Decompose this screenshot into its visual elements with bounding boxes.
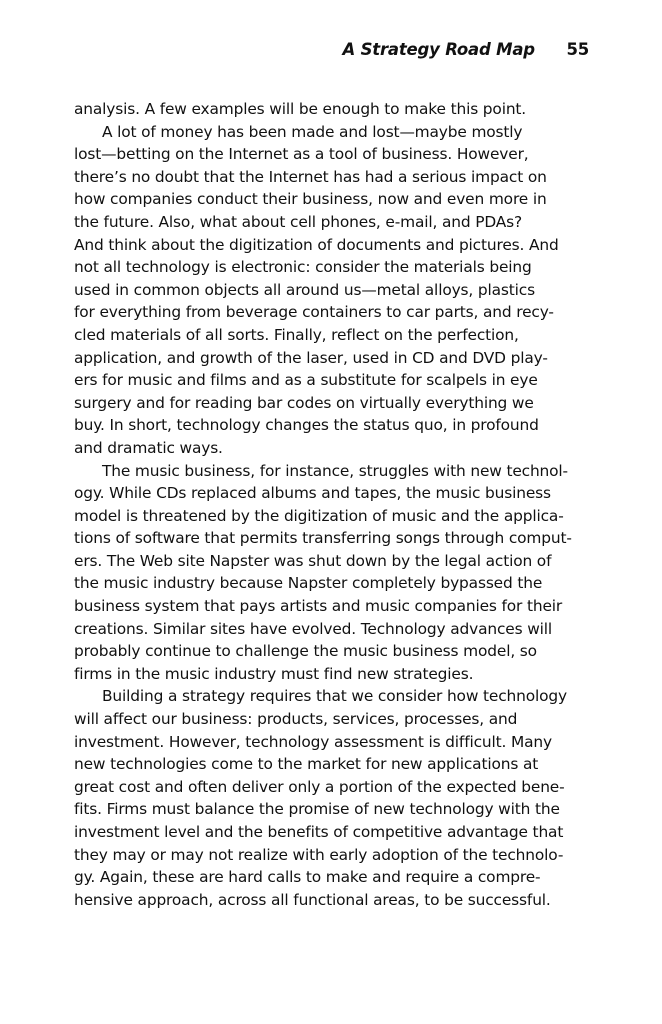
- text-line: for everything from beverage containers to car parts, and recy-: [74, 303, 554, 322]
- text-line: cled materials of all sorts. Finally, reflect on the perfection,: [74, 325, 519, 344]
- text-line: investment level and the benefits of competitive advantage that: [74, 823, 564, 841]
- text-line: creations. Similar sites have evolved. Technology advances will: [74, 619, 553, 638]
- text-line: fits. Firms must balance the promise of new technology with the: [74, 800, 560, 819]
- text-line: ers for music and films and as a substitute for scalpels in eye: [74, 371, 538, 390]
- text-line: will affect our business: products, services, processes, and: [74, 710, 518, 729]
- text-line: the music industry because Napster completely bypassed the: [74, 574, 543, 593]
- text-line: used in common objects all around us—metal alloys, plastics: [74, 280, 535, 299]
- text-line: analysis. A few examples will be enough to make this point.: [74, 100, 527, 118]
- text-line: and dramatic ways.: [74, 438, 223, 457]
- page-number: 55: [566, 40, 589, 59]
- text-line: new technologies come to the market for new applications at: [74, 755, 539, 774]
- text-line: The music business, for instance, struggles with new technol-: [102, 461, 568, 480]
- text-line: lost—betting on the Internet as a tool of business. However,: [74, 145, 529, 164]
- text-line: hensive approach, across all functional areas, to be successful.: [74, 890, 551, 909]
- text-line: great cost and often deliver only a portion of the expected bene-: [74, 777, 565, 796]
- text-line: A lot of money has been made and lost—maybe mostly: [102, 122, 523, 141]
- text-line: And think about the digitization of documents and pictures. And: [74, 235, 559, 254]
- text-line: surgery and for reading bar codes on virtually everything we: [74, 393, 534, 412]
- text-line: application, and growth of the laser, used in CD and DVD play-: [74, 348, 548, 367]
- text-line: ers. The Web site Napster was shut down by the legal action of: [74, 551, 552, 570]
- text-line: buy. In short, technology changes the status quo, in profound: [74, 416, 539, 435]
- text-line: Building a strategy requires that we consider how technology: [102, 687, 567, 706]
- text-line: ogy. While CDs replaced albums and tapes, the music business: [74, 484, 551, 503]
- running-header-title: A Strategy Road Map: [342, 40, 535, 59]
- text-line: the future. Also, what about cell phones, e-mail, and PDAs?: [74, 212, 523, 231]
- text-line: investment. However, technology assessment is difficult. Many: [74, 732, 552, 751]
- text-line: they may or may not realize with early adoption of the technolo-: [74, 845, 564, 864]
- text-line: how companies conduct their business, now and even more in: [74, 190, 547, 209]
- running-header: [342, 40, 589, 59]
- text-line: not all technology is electronic: consider the materials being: [74, 258, 532, 277]
- text-line: gy. Again, these are hard calls to make and require a compre-: [74, 868, 541, 887]
- text-line: business system that pays artists and music companies for their: [74, 597, 563, 616]
- body-text: [74, 98, 590, 911]
- text-line: model is threatened by the digitization of music and the applica-: [74, 506, 564, 525]
- text-line: firms in the music industry must find new strategies.: [74, 664, 474, 683]
- text-line: probably continue to challenge the music business model, so: [74, 642, 537, 661]
- text-line: there’s no doubt that the Internet has had a serious impact on: [74, 167, 547, 186]
- text-line: tions of software that permits transferring songs through comput-: [74, 529, 572, 548]
